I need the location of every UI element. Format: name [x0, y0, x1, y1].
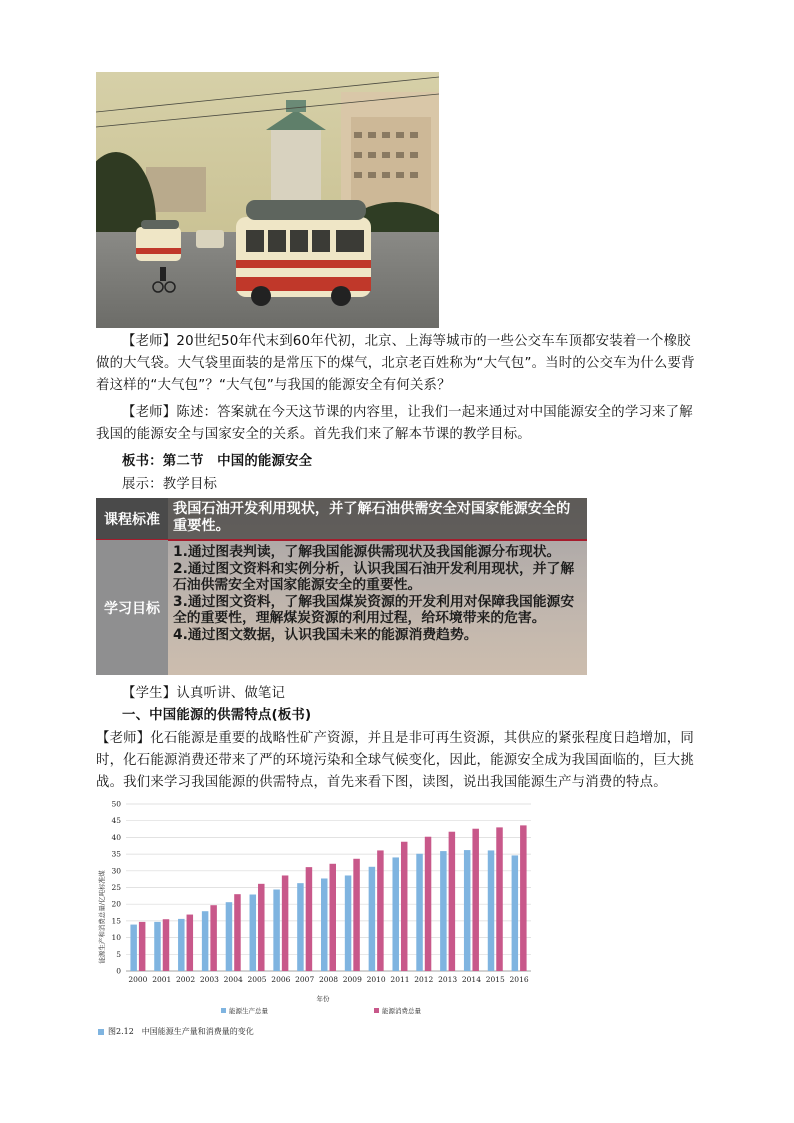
x-tick-label: 2004	[223, 975, 243, 984]
y-tick-label: 15	[111, 916, 121, 926]
chart-y-ticks	[111, 800, 121, 976]
bar-production	[202, 911, 209, 971]
x-tick-label: 2011	[390, 975, 410, 984]
bar-production	[250, 895, 257, 971]
bar-production	[488, 850, 495, 971]
board-title: 板书：第二节 中国的能源安全	[122, 454, 313, 469]
x-tick-label: 2006	[271, 975, 291, 984]
bar-consumption	[139, 922, 146, 971]
bar-consumption	[449, 832, 456, 971]
learning-goal-item: 4.通过图文数据，认识我国未来的能源消费趋势。	[173, 626, 478, 643]
bar-production	[130, 925, 137, 971]
bar-production	[297, 883, 304, 971]
chart-x-axis-label: 年份	[316, 995, 330, 1003]
curriculum-standard-label: 课程标准	[96, 498, 168, 540]
bar-consumption	[496, 827, 503, 971]
x-tick-label: 2013	[438, 975, 458, 984]
x-tick-label: 2014	[461, 975, 481, 984]
bus-photo-illustration	[96, 72, 439, 328]
bar-production	[512, 855, 519, 971]
chart-caption-text: 图2.12 中国能源生产量和消费量的变化	[108, 1027, 254, 1036]
bar-consumption	[425, 837, 432, 971]
chart-caption	[98, 1026, 254, 1037]
x-tick-label: 2015	[485, 975, 505, 984]
learning-goal-item: 2.通过图文资料和实例分析，认识我国石油开发利用现状，并了解石油供需安全对国家能源安全的重要性。	[173, 560, 575, 594]
legend-swatch-consumption	[374, 1008, 379, 1013]
x-tick-label: 2000	[128, 975, 148, 984]
chart-legend	[221, 1006, 422, 1015]
bar-production	[273, 890, 280, 971]
paragraph-explain	[96, 402, 704, 446]
bar-consumption	[520, 825, 527, 971]
learning-goal-item: 1.通过图表判读，了解我国能源供需现状及我国能源分布现状。	[173, 544, 561, 560]
y-tick-label: 45	[111, 816, 121, 826]
chart-x-ticks	[128, 975, 528, 984]
curriculum-standard-text: 我国石油开发利用现状，并了解石油供需安全对国家能源安全的重要性。	[173, 501, 571, 534]
bar-production	[345, 875, 352, 971]
x-tick-label: 2009	[342, 975, 362, 984]
learning-goals-list	[173, 544, 583, 644]
paragraph-intro-text: 【老师】20世纪50年代末到60年代初，北京、上海等城市的一些公交车车顶都安装着一个橡胶做的大气袋。大气袋里面装的是常压下的煤气，北京老百姓称为“大气包”。当时的公交车为什么要背着这样的“大气包”？“大气包”与我国的能源安全有何关系？	[96, 334, 695, 393]
learning-goals-label: 学习目标	[96, 540, 168, 675]
paragraph-intro	[96, 331, 704, 397]
bar-consumption	[258, 884, 265, 971]
x-tick-label: 2010	[366, 975, 386, 984]
x-tick-label: 2012	[414, 975, 434, 984]
y-tick-label: 30	[111, 866, 121, 876]
x-tick-label: 2008	[318, 975, 339, 984]
bar-consumption	[472, 829, 479, 971]
chart-y-axis-label: 能源生产和消费总量/亿吨标准煤	[98, 870, 106, 964]
show-objectives: 展示：教学目标	[122, 477, 218, 492]
bar-consumption	[377, 850, 384, 971]
bar-consumption	[234, 894, 241, 971]
legend-label-consumption: 能源消费总量	[382, 1007, 421, 1015]
bar-production	[464, 850, 471, 971]
x-tick-label: 2001	[152, 975, 172, 984]
section-heading: 一、中国能源的供需特点(板书)	[122, 708, 312, 723]
x-tick-label: 2002	[176, 975, 196, 984]
bar-consumption	[401, 842, 408, 971]
bar-consumption	[187, 915, 194, 971]
bar-consumption	[163, 919, 170, 971]
y-tick-label: 10	[111, 933, 121, 943]
y-tick-label: 0	[116, 966, 121, 976]
bar-consumption	[282, 875, 289, 971]
y-tick-label: 40	[111, 832, 121, 842]
bar-consumption	[210, 905, 217, 971]
bar-production	[226, 902, 233, 971]
x-tick-label: 2005	[247, 975, 267, 984]
bar-production	[392, 857, 399, 971]
paragraph-explain-text: 【老师】陈述：答案就在今天这节课的内容里，让我们一起来通过对中国能源安全的学习来了解我国的能源安全与国家安全的关系。首先我们来了解本节课的教学目标。	[96, 405, 693, 442]
bar-production	[154, 922, 161, 971]
y-tick-label: 20	[111, 899, 121, 909]
bar-production	[440, 851, 447, 971]
caption-marker	[98, 1029, 104, 1035]
teacher-paragraph: 【老师】化石能源是重要的战略性矿产资源，并且是非可再生资源，其供应的紧张程度日趋增加，同时，化石能源消费还带来了严的环境污染和全球气候变化，因此，能源安全成为我国面临的，巨大挑战。我们来学习我国能源的供需特点，首先来看下图，读图，说出我国能源生产与消费的特点。	[96, 731, 694, 790]
chart-bars	[130, 825, 526, 971]
table-divider	[96, 539, 587, 541]
student-note: 【学生】认真听讲、做笔记	[122, 686, 286, 701]
x-tick-label: 2003	[199, 975, 219, 984]
y-tick-label: 5	[116, 949, 121, 959]
y-tick-label: 35	[111, 849, 121, 859]
objectives-table	[96, 498, 587, 675]
bar-consumption	[306, 867, 313, 971]
bar-production	[369, 867, 376, 971]
x-tick-label: 2007	[295, 975, 315, 984]
x-tick-label: 2016	[509, 975, 529, 984]
bar-production	[178, 919, 185, 971]
bar-production	[321, 878, 328, 971]
bar-production	[416, 854, 423, 971]
legend-label-production: 能源生产总量	[229, 1007, 268, 1015]
y-tick-label: 25	[111, 883, 121, 892]
bar-consumption	[330, 864, 337, 971]
bar-consumption	[353, 859, 360, 971]
legend-swatch-production	[221, 1008, 226, 1013]
y-tick-label: 50	[111, 799, 121, 809]
learning-goal-item: 3.通过图文资料，了解我国煤炭资源的开发利用对保障我国能源安全的重要性，理解煤炭资源的利用过程，给环境带来的危害。	[173, 593, 575, 627]
bus-photo	[96, 72, 439, 328]
energy-bar-chart	[96, 797, 536, 1027]
